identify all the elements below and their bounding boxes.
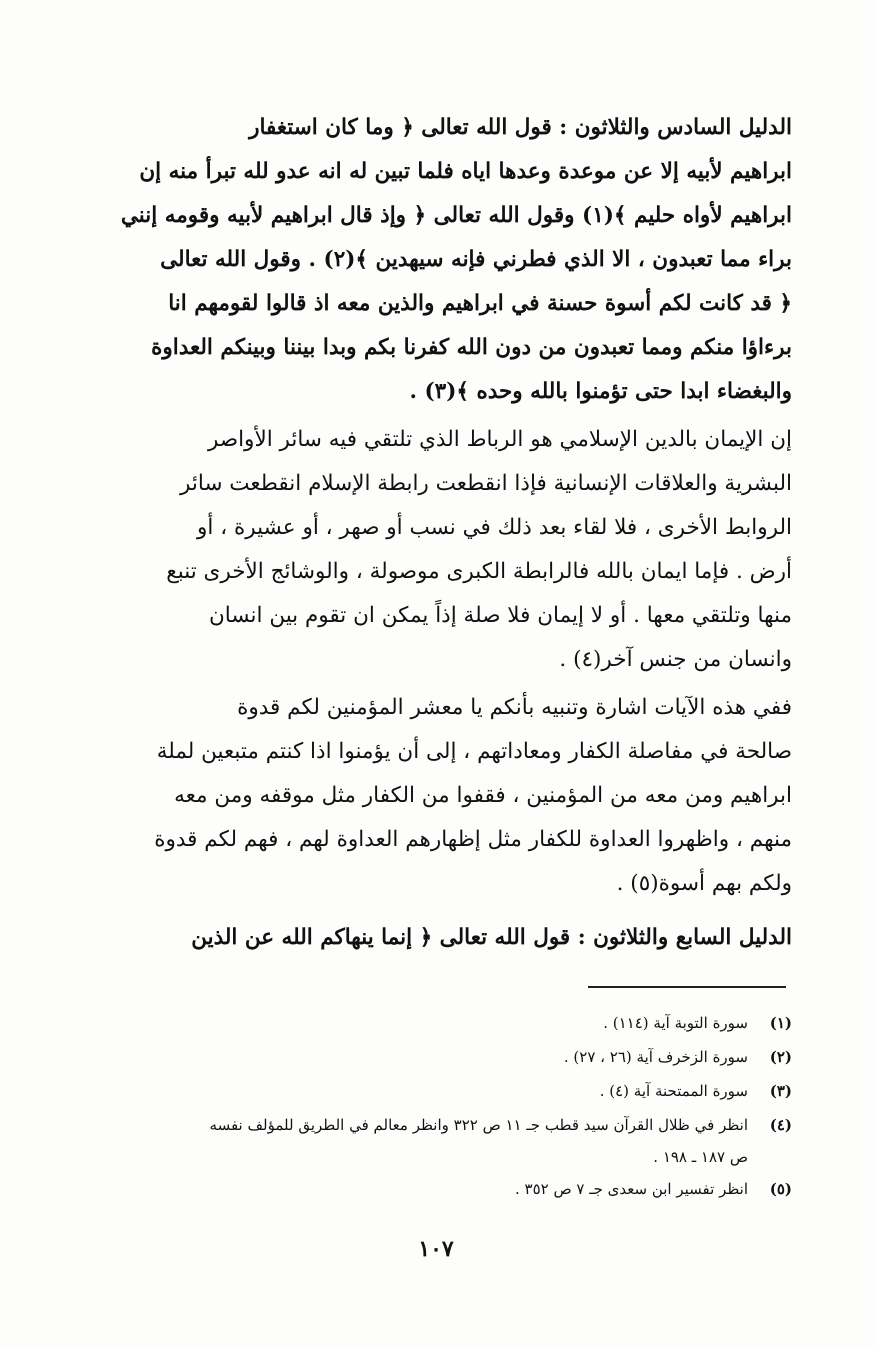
footnote-item	[88, 1172, 792, 1206]
text-line: إن الإيمان بالدين الإسلامي هو الرباط الذي تلتقي فيه سائر الأواصر	[207, 427, 792, 452]
footnote-number: (٣)	[769, 1082, 792, 1100]
text-line: ابراهيم لأبيه إلا عن موعدة وعدها اياه فلما تبين له انه عدو لله تبرأ منه إن	[139, 159, 792, 184]
text-line: ففي هذه الآيات اشارة وتنبيه بأنكم يا معشر المؤمنين لكم قدوة	[237, 695, 792, 720]
text-line: البشرية والعلاقات الإنسانية فإذا انقطعت رابطة الإسلام انقطعت سائر	[180, 471, 792, 496]
footnotes	[88, 1006, 792, 1206]
text-line: وانسان من جنس آخر(٤) .	[559, 647, 792, 672]
text-line: ابراهيم ومن معه من المؤمنين ، فقفوا من الكفار مثل موقفه ومن معه	[174, 783, 792, 808]
page-number: ١٠٧	[418, 1236, 454, 1262]
footnote-number: (٤)	[769, 1116, 792, 1134]
paragraph-3	[88, 686, 792, 906]
text-line: والبغضاء ابدا حتى تؤمنوا بالله وحده ﴾(٣) .	[409, 379, 792, 404]
footnote-separator	[588, 986, 786, 988]
footnote-number: (٢)	[769, 1048, 792, 1066]
text-line: منهم ، واظهروا العداوة للكفار مثل إظهارهم العداوة لهم ، فهم لكم قدوة	[154, 827, 792, 852]
text-line: برءاؤا منكم ومما تعبدون من دون الله كفرنا بكم وبدا بيننا وبينكم العداوة	[151, 335, 792, 360]
footnote-item	[88, 1108, 792, 1142]
footnote-item	[88, 1006, 792, 1040]
text-line: أرض . فإما ايمان بالله فالرابطة الكبرى موصولة ، والوشائج الأخرى تنبع	[166, 559, 792, 584]
footnote-number: (١)	[769, 1014, 792, 1032]
footnote-item	[88, 1040, 792, 1074]
text-line: منها وتلتقي معها . أو لا إيمان فلا صلة إذاً يمكن ان تقوم بين انسان	[209, 603, 792, 628]
text-line: صالحة في مفاصلة الكفار ومعاداتهم ، إلى أن يؤمنوا اذا كنتم متبعين لملة	[156, 739, 792, 764]
footnote-text: سورة التوبة آية (١١٤) .	[603, 1014, 748, 1032]
paragraph-2	[88, 418, 792, 682]
text-line: ﴿ قد كانت لكم أسوة حسنة في ابراهيم والذين معه اذ قالوا لقومهم انا	[168, 291, 792, 316]
footnote-text: سورة الممتحنة آية (٤) .	[599, 1082, 748, 1100]
footnote-number: (٥)	[769, 1180, 792, 1198]
footnote-text: انظر تفسير ابن سعدى جـ ٧ ص ٣٥٢ .	[514, 1180, 748, 1198]
text-line: ولكم بهم أسوة(٥) .	[616, 871, 792, 896]
text-line: الروابط الأخرى ، فلا لقاء بعد ذلك في نسب أو صهر ، أو عشيرة ، أو	[197, 515, 792, 540]
text-line: الدليل السابع والثلاثون : قول الله تعالى ﴿ إنما ينهاكم الله عن الذين	[191, 925, 792, 950]
footnote-continuation: ص ١٨٧ ـ ١٩٨ .	[653, 1148, 748, 1166]
footnote-text: انظر في ظلال القرآن سيد قطب جـ ١١ ص ٣٢٢ وانظر معالم في الطريق للمؤلف نفسه	[209, 1116, 748, 1134]
footnote-text: سورة الزخرف آية (٢٦ ، ٢٧) .	[563, 1048, 748, 1066]
footnote-item	[88, 1074, 792, 1108]
paragraph-1	[88, 106, 792, 414]
text-line: الدليل السادس والثلاثون : قول الله تعالى ﴿ وما كان استغفار	[249, 115, 792, 140]
paragraph-4	[88, 916, 792, 960]
text-line: ابراهيم لأواه حليم ﴾(١) وقول الله تعالى ﴿ وإذ قال ابراهيم لأبيه وقومه إنني	[120, 203, 792, 228]
text-line: براء مما تعبدون ، الا الذي فطرني فإنه سيهدين ﴾(٢) . وقول الله تعالى	[160, 247, 792, 272]
